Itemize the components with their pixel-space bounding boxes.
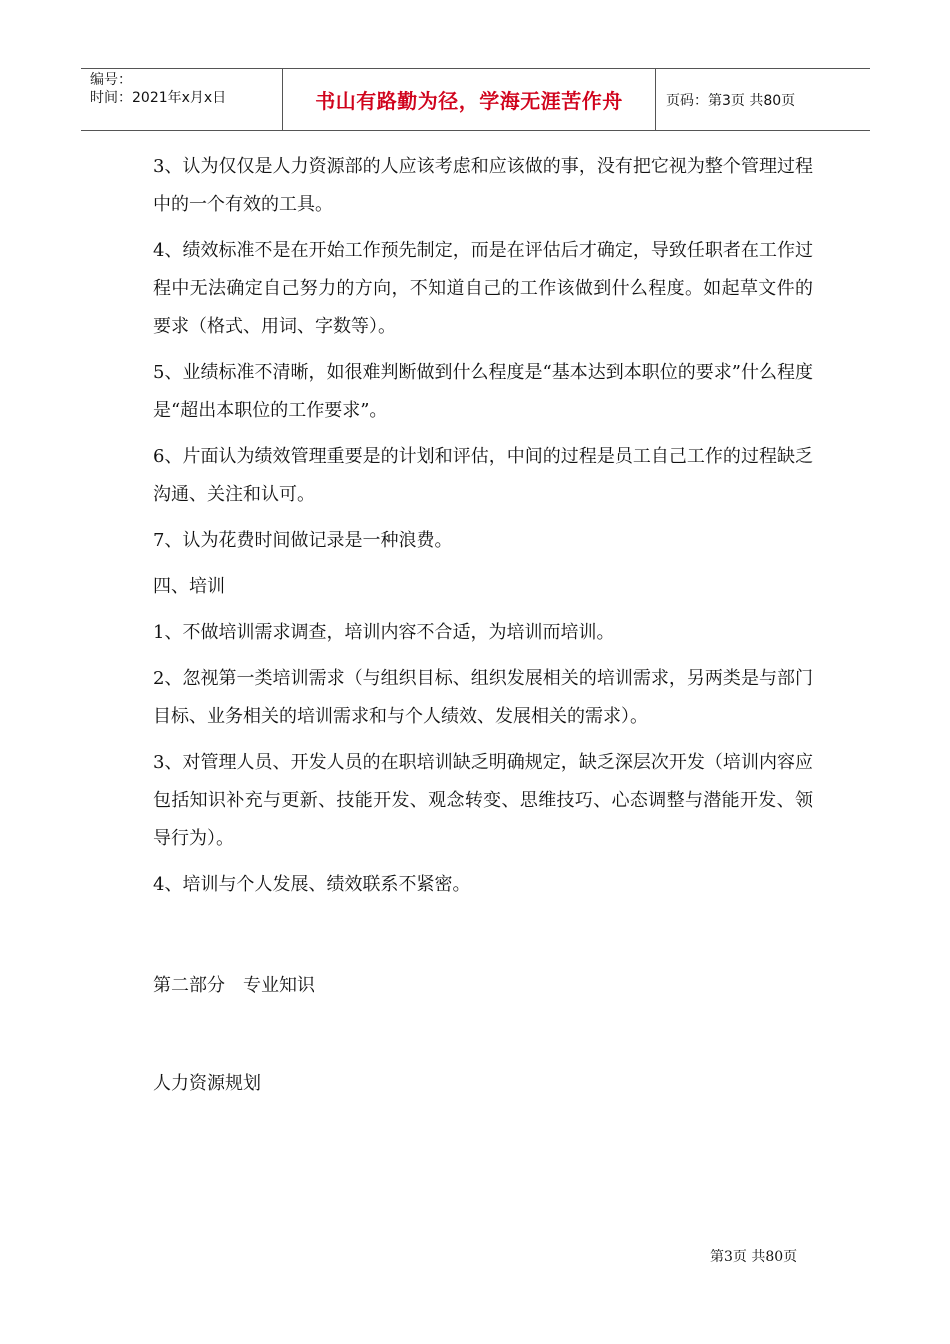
- paragraph: 4、绩效标准不是在开始工作预先制定，而是在评估后才确定，导致任职者在工作过程中无法确定自己努力的方向，不知道自己的工作该做到什么程度。如起草文件的要求（格式、用词、字数等）。: [153, 240, 813, 337]
- time-label: 时间：2021年x月x日: [90, 90, 227, 106]
- motto: 书山有路勤为径，学海无涯苦作舟: [315, 89, 623, 113]
- paragraph: 3、认为仅仅是人力资源部的人应该考虑和应该做的事，没有把它视为整个管理过程中的一个有效的工具。: [153, 156, 813, 215]
- header-left: [81, 69, 282, 130]
- body-text: [153, 148, 813, 912]
- number-label: 编号：: [90, 72, 132, 88]
- paragraph: 2、忽视第一类培训需求（与组织目标、组织发展相关的培训需求，另两类是与部门目标、业务相关的培训需求和与个人绩效、发展相关的需求）。: [153, 668, 813, 727]
- page-header: [81, 68, 870, 131]
- paragraph: 6、片面认为绩效管理重要是的计划和评估，中间的过程是员工自己工作的过程缺乏沟通、关注和认可。: [153, 446, 813, 505]
- paragraph: 4、培训与个人发展、绩效联系不紧密。: [153, 874, 471, 895]
- section-heading: 四、培训: [153, 576, 225, 597]
- subsection-title: 人力资源规划: [153, 1073, 261, 1094]
- header-right: [656, 69, 870, 130]
- part-title: 第二部分 专业知识: [153, 975, 315, 996]
- paragraph: 5、业绩标准不清晰，如很难判断做到什么程度是“基本达到本职位的要求”什么程度是“超出本职位的工作要求”。: [153, 362, 813, 421]
- paragraph: 1、不做培训需求调查，培训内容不合适，为培训而培训。: [153, 622, 615, 643]
- page-label: 页码：第3页 共80页: [666, 92, 796, 109]
- paragraph: 3、对管理人员、开发人员的在职培训缺乏明确规定，缺乏深层次开发（培训内容应包括知识补充与更新、技能开发、观念转变、思维技巧、心态调整与潜能开发、领导行为）。: [153, 752, 813, 849]
- page-footer: 第3页 共80页: [710, 1249, 798, 1265]
- paragraph: 7、认为花费时间做记录是一种浪费。: [153, 530, 453, 551]
- header-middle: [282, 69, 656, 130]
